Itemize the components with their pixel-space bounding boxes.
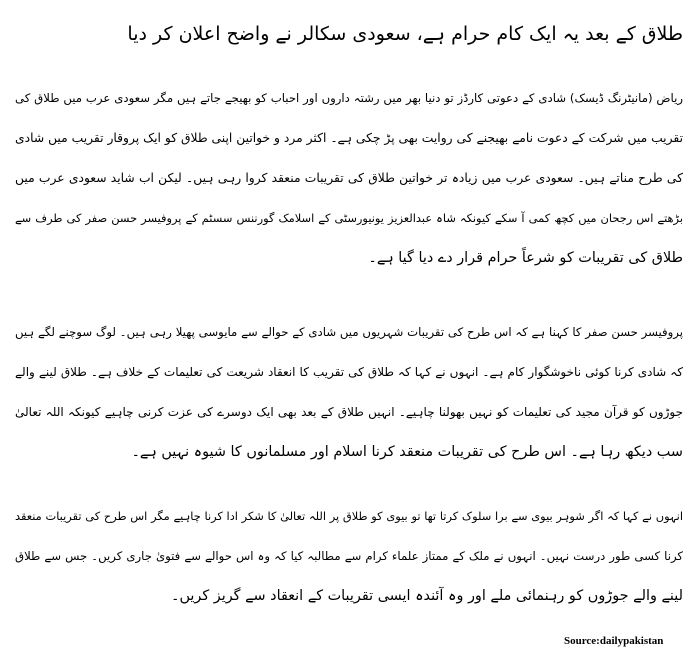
paragraph-line: انہوں نے کہا کہ اگر شوہر بیوی سے برا سلوک کرتا تھا تو بیوی کو طلاق پر اللہ تعالیٰ کا شکر ادا کرنا چاہیے مگر اس طرح کی تقریبات منعقد (15, 509, 683, 523)
paragraph-line: تقریب میں شرکت کے دعوت نامے بھیجنے کی روایت بھی پڑ چکی ہے۔ اکثر مرد و خواتین اپنی طلاق کو ایک پروقار تقریب میں شادی (15, 131, 683, 145)
paragraph-1 (15, 78, 683, 278)
paragraph-3 (15, 496, 683, 616)
paragraph-line: سب دیکھ رہا ہے۔ اس طرح کی تقریبات منعقد کرنا اسلام اور مسلمانوں کا شیوہ نہیں ہے۔ (131, 444, 683, 460)
paragraph-line: پروفیسر حسن صفر کا کہنا ہے کہ اس طرح کی تقریبات شہریوں میں شادی کے حوالے سے مایوسی پھیلا رہی ہیں۔ لوگ سوچنے لگے ہیں (15, 325, 683, 339)
source-credit: Source:dailypakistan (564, 635, 664, 647)
paragraph-line: جوڑوں کو قرآن مجید کی تعلیمات کو نہیں بھولنا چاہیے۔ انہیں طلاق کے بعد بھی ایک دوسرے کی عزت کرنی چاہیے کیونکہ اللہ تعالیٰ (15, 405, 683, 419)
paragraph-2 (15, 312, 683, 472)
paragraph-line: طلاق کی تقریبات کو شرعاً حرام قرار دے دیا گیا ہے۔ (368, 250, 683, 266)
paragraph-line: بڑھتے اس رجحان میں کچھ کمی آ سکے کیونکہ شاہ عبدالعزیز یونیورسٹی کے اسلامک گورننس سسٹم کے پروفیسر حسن صفر کی طرف سے (15, 211, 683, 225)
paragraph-line: کرنا کسی طور درست نہیں۔ انہوں نے ملک کے ممتاز علماء کرام سے مطالبہ کیا کہ وہ اس حوالے سے فتویٰ جاری کریں۔ جس سے طلاق (15, 549, 683, 563)
paragraph-line: کہ شادی کرنا کوئی ناخوشگوار کام ہے۔ انہوں نے کہا کہ طلاق کی تقریب کا انعقاد شریعت کی تعلیمات کے خلاف ہے۔ طلاق لینے والے (15, 365, 683, 379)
paragraph-line: ریاض (مانیٹرنگ ڈیسک) شادی کے دعوتی کارڈز تو دنیا بھر میں رشتہ داروں اور احباب کو بھیجے جاتے ہیں مگر سعودی عرب میں طلاق کی (15, 91, 683, 105)
article-headline: طلاق کے بعد یہ ایک کام حرام ہے، سعودی سکالر نے واضح اعلان کر دیا (127, 23, 683, 45)
paragraph-line: کی طرح مناتے ہیں۔ سعودی عرب میں زیادہ تر خواتین طلاق کی تقریبات منعقد کروا رہی ہیں۔ لیکن اب شاید سعودی عرب میں (15, 171, 683, 185)
paragraph-line: لینے والے جوڑوں کو رہنمائی ملے اور وہ آئندہ ایسی تقریبات کے انعقاد سے گریز کریں۔ (171, 588, 683, 604)
